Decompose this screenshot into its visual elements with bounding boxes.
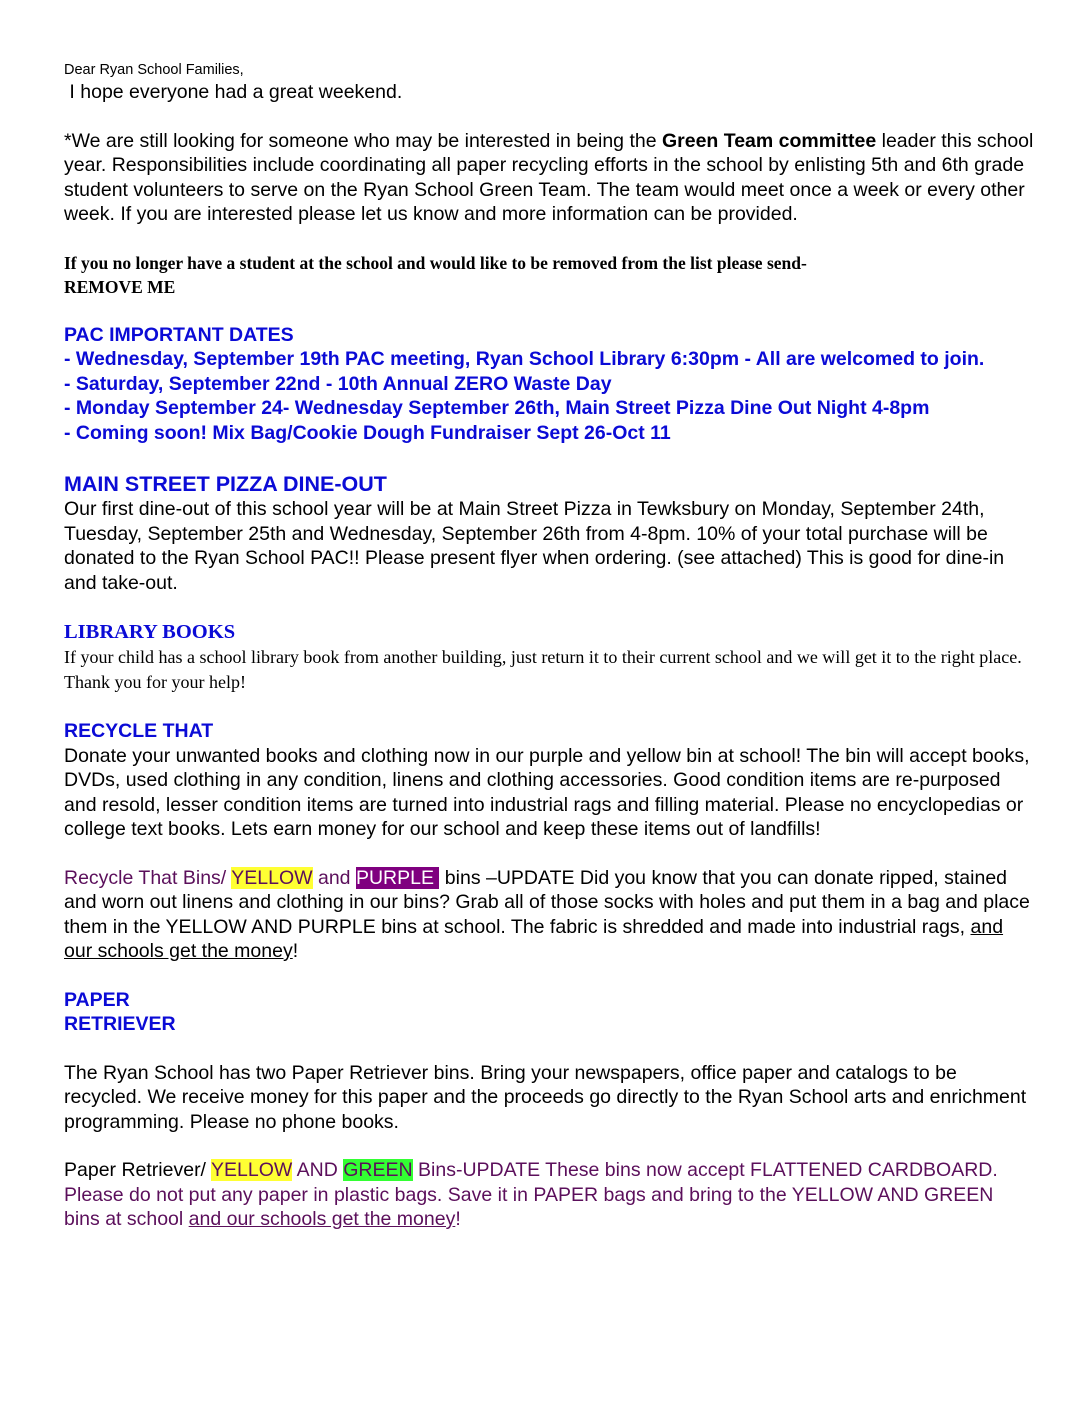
newsletter [64, 60, 1034, 1232]
paper-bins-and: AND [292, 1159, 344, 1181]
paper-bins-text: Bins-UPDATE These bins now accept FLATTENED CARDBOARD. Please do not put any paper in plastic bags. Save it in PAPER bags and bring to the YELLOW AND GREEN bins at school [64, 1159, 998, 1230]
recycle-bins-end: ! [292, 940, 299, 962]
recycle-bins-text: bins –UPDATE Did you know that you can donate ripped, stained and worn out linens and clothing in our bins? Grab all of those socks with holes and put them in a bag and place them in the YELLOW AND PURPLE bins at school. The fabric is shredded and made into industrial rags, [64, 866, 1030, 938]
pac-heading: PAC IMPORTANT DATES [64, 323, 294, 346]
recycle-money-link: and our schools get the money [64, 915, 1004, 962]
remove-notice-line1: If you no longer have a student at the school and would like to be removed from the list please send- [64, 252, 807, 273]
intro-line: I hope everyone had a great weekend. [64, 81, 403, 103]
recycle-bins-update [64, 866, 1034, 964]
recycle-body: Donate your unwanted books and clothing now in our purple and yellow bin at school! The bin will accept books, DVDs, used clothing in any condition, linens and clothing accessories. Good condition items are re-purposed and resold, lesser condition items are turned into industrial rags and filling material. Please no encyclopedias or college text books. Lets earn money for our school and keep these items out of landfills! [64, 744, 1030, 840]
paper-body: The Ryan School has two Paper Retriever bins. Bring your newspapers, office paper and catalogs to be recycled. We receive money for this paper and the proceeds go directly to the Ryan School arts and enrichment programming. Please no phone books. [64, 1061, 1027, 1133]
paper-bins-prefix: Paper Retriever/ [64, 1159, 212, 1181]
yellow-highlight: YELLOW [211, 1159, 293, 1181]
library-heading: LIBRARY BOOKS [64, 621, 236, 643]
green-highlight: GREEN [343, 1159, 413, 1181]
yellow-highlight: YELLOW [231, 866, 313, 889]
pac-item: - Coming soon! Mix Bag/Cookie Dough Fundraiser Sept 26-Oct 11 [64, 421, 671, 444]
purple-highlight: PURPLE [355, 866, 440, 889]
green-team-committee: Green Team committee [661, 129, 877, 152]
paper-heading-line2: RETRIEVER [64, 1013, 176, 1035]
paper-bins-update [64, 1158, 1034, 1232]
paper-heading-line1: PAPER [64, 988, 130, 1011]
recycle-heading: RECYCLE THAT [64, 720, 214, 742]
green-team-text-before: *We are still looking for someone who may be interested in being the [64, 129, 662, 152]
recycle-bins-and: and [312, 866, 356, 889]
pac-item: - Wednesday, September 19th PAC meeting, Ryan School Library 6:30pm - All are welcomed to join. [64, 348, 985, 370]
paper-bins-end: ! [455, 1208, 461, 1230]
library-body: If your child has a school library book from another building, just return it to their current school and we will get it to the right place. Thank you for your help! [64, 647, 1022, 692]
recycle-bins-prefix: Recycle That Bins/ [64, 866, 232, 889]
greeting: Dear Ryan School Families, [64, 62, 244, 78]
pizza-body: Our first dine-out of this school year will be at Main Street Pizza in Tewksbury on Monday, September 24th, Tuesday, September 25th and Wednesday, September 26th from 4-8pm. 10% of your total purchase will be donated to the Ryan School PAC!! Please present flyer when ordering. (see attached) This is good for dine-in and take-out. [64, 498, 1005, 594]
pac-item: - Saturday, September 22nd - 10th Annual ZERO Waste Day [64, 372, 612, 395]
green-team-text-after: leader this school year. Responsibilities include coordinating all paper recycling efforts in the school by enlisting 5th and 6th grade student volunteers to serve on the Ryan School Green Team. The team would meet once a week or every other week. If you are interested please let us know and more information can be provided. [64, 129, 1034, 225]
remove-notice-line2: REMOVE ME [64, 276, 176, 297]
green-team-paragraph [64, 129, 1034, 227]
paper-money-link: and our schools get the money [188, 1208, 456, 1230]
pac-item: - Monday September 24- Wednesday September 26th, Main Street Pizza Dine Out Night 4-8pm [64, 397, 930, 419]
pizza-heading: MAIN STREET PIZZA DINE-OUT [64, 472, 387, 496]
